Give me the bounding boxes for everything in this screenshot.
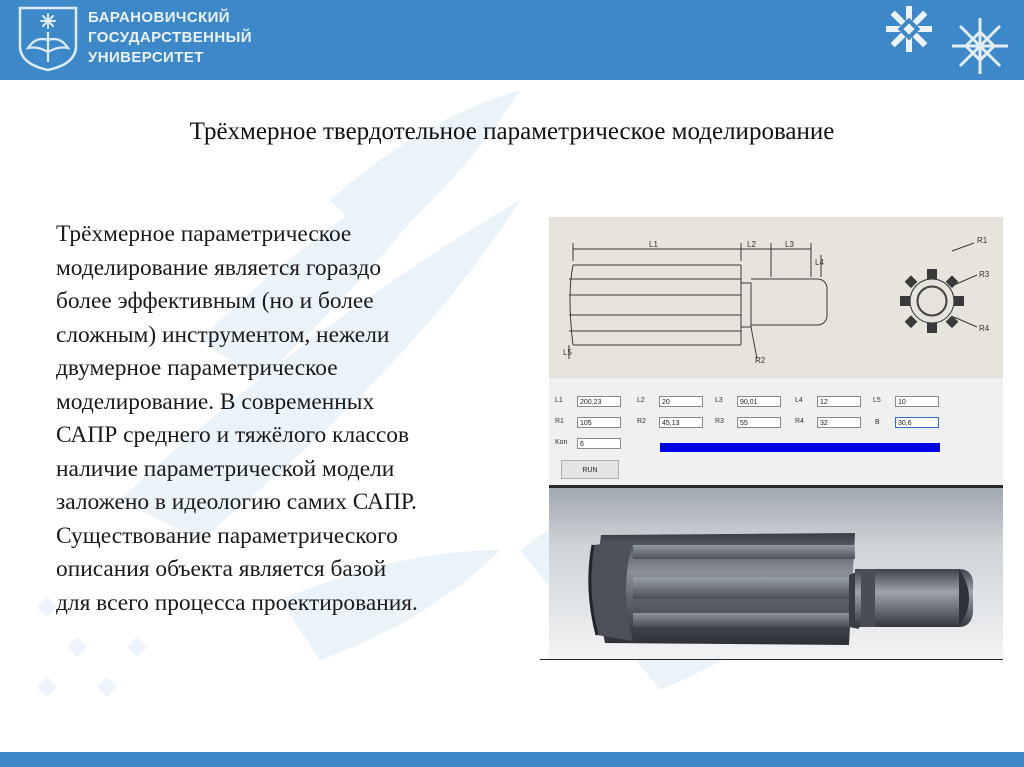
body-line: Трёхмерное параметрическое bbox=[56, 221, 352, 247]
label-l1: L1 bbox=[555, 397, 563, 404]
university-name bbox=[88, 8, 252, 68]
label-kol: Kon bbox=[555, 439, 568, 446]
dim-label-r2: R2 bbox=[755, 356, 766, 365]
slide-title: Трёхмерное твердотельное параметрическое моделирование bbox=[189, 118, 835, 145]
input-r3[interactable]: 55 bbox=[737, 417, 781, 428]
dim-label-l3: L3 bbox=[785, 240, 794, 249]
label-r1: R1 bbox=[555, 418, 564, 425]
label-r3: R3 bbox=[715, 418, 724, 425]
figure-underline bbox=[540, 659, 1003, 660]
input-l3[interactable]: 90,01 bbox=[737, 396, 781, 407]
input-l1[interactable]: 200,23 bbox=[577, 396, 621, 407]
dim-label-l2: L2 bbox=[747, 240, 756, 249]
header-bar bbox=[0, 0, 1024, 80]
university-name-line: ГОСУДАРСТВЕННЫЙ bbox=[88, 29, 252, 46]
label-l5: L5 bbox=[873, 397, 881, 404]
technical-drawing-panel bbox=[549, 217, 1003, 377]
parametric-model-figure bbox=[549, 217, 1003, 660]
body-line: сложным) инструментом, нежели bbox=[56, 321, 390, 348]
university-emblem-icon bbox=[18, 6, 78, 72]
input-b[interactable]: 30,6 bbox=[895, 417, 939, 428]
label-r2: R2 bbox=[637, 418, 646, 425]
slide-body-text bbox=[56, 218, 556, 620]
body-line: более эффективным (но и более bbox=[56, 288, 374, 314]
3d-model-render bbox=[549, 485, 1003, 660]
input-l5[interactable]: 10 bbox=[895, 396, 939, 407]
university-name-line: БАРАНОВИЧСКИЙ bbox=[88, 9, 230, 26]
label-r4: R4 bbox=[795, 418, 804, 425]
dim-label-r3: R3 bbox=[979, 270, 990, 279]
input-l4[interactable]: 12 bbox=[817, 396, 861, 407]
label-l2: L2 bbox=[637, 397, 645, 404]
body-line: моделирование. В современных bbox=[56, 388, 375, 415]
university-name-line: УНИВЕРСИТЕТ bbox=[88, 49, 204, 66]
body-line: двумерное параметрическое bbox=[56, 355, 338, 381]
dim-label-l4: L4 bbox=[815, 258, 824, 267]
input-r4[interactable]: 32 bbox=[817, 417, 861, 428]
snowflake-ornament-icon bbox=[950, 16, 1010, 76]
body-line: Существование параметрического bbox=[56, 522, 398, 549]
body-line: наличие параметрической модели bbox=[56, 455, 395, 482]
dim-label-l1: L1 bbox=[649, 240, 658, 249]
technical-drawing bbox=[549, 217, 1003, 377]
input-l2[interactable]: 20 bbox=[659, 396, 703, 407]
label-l3: L3 bbox=[715, 397, 723, 404]
progress-bar bbox=[660, 443, 940, 452]
dim-label-l5: L5 bbox=[563, 348, 572, 357]
label-b: B bbox=[875, 419, 880, 426]
body-line: для всего процесса проектирования. bbox=[56, 589, 418, 616]
body-line: моделирование является гораздо bbox=[56, 254, 382, 281]
shaft-3d-icon bbox=[549, 485, 1003, 660]
input-r2[interactable]: 45,13 bbox=[659, 417, 703, 428]
run-button[interactable]: RUN bbox=[561, 460, 619, 479]
input-r1[interactable]: 105 bbox=[577, 417, 621, 428]
input-kol[interactable]: 6 bbox=[577, 438, 621, 449]
footer-bar bbox=[0, 752, 1024, 767]
body-line: описания объекта является базой bbox=[56, 556, 387, 582]
dim-label-r4: R4 bbox=[979, 324, 990, 333]
body-line: заложено в идеологию самих САПР. bbox=[56, 489, 417, 515]
label-l4: L4 bbox=[795, 397, 803, 404]
dim-label-r1: R1 bbox=[977, 236, 988, 245]
body-line: САПР среднего и тяжёлого классов bbox=[56, 422, 410, 448]
snowflake-ornament-icon bbox=[882, 2, 936, 56]
